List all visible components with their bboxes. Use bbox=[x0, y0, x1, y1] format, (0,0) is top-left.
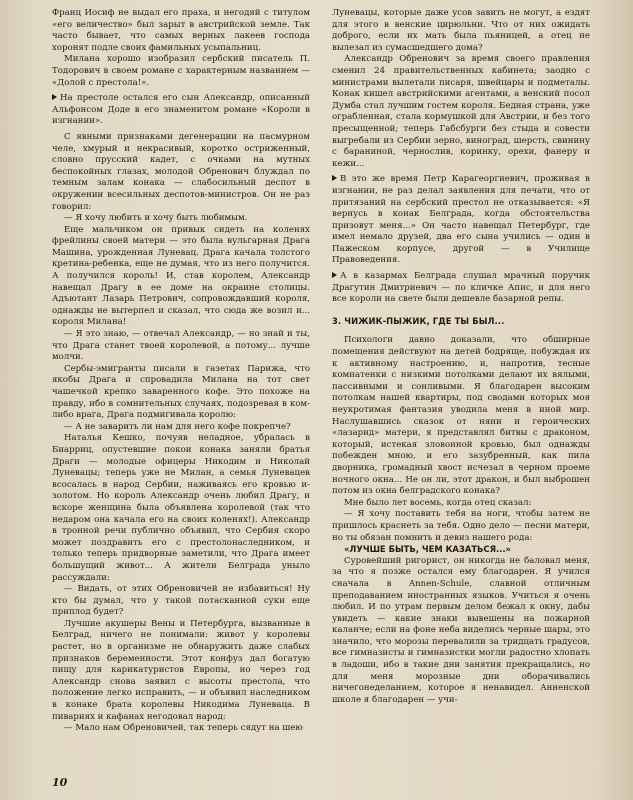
paragraph: Милана хорошо изобразил сербский писатель П. Тодорович в своем романе с характерным названием — «Долой с престола!». bbox=[52, 54, 310, 88]
paragraph: С явными признаками дегенерации на пасмурном челе, хмурый и некрасивый, коротко остриженный, словно прусский кадет, с очками на мутных беспокойных глазах, молодой Обренович блуждал по темным залам конака — слабосильный деспот в окружении всесильных деспотов-министров. Он не раз говорил: bbox=[52, 131, 310, 212]
paragraph-text: В это же время Петр Карагеоргиевич, проживая в изгнании, не раз делал заявления для печати, что от притязаний на сербский престол не отказывается: «Я вернусь в конак Белграда, когда обстоятельства призовут меня...» Он часто навещал Петербург, где имел немало друзей, два его сына учились — один в Пажеском корпусе, другой — в Училище Правоведения. bbox=[332, 174, 590, 266]
family-motto: «ЛУЧШЕ БЫТЬ, ЧЕМ КАЗАТЬСЯ...» bbox=[344, 544, 511, 555]
paragraph: Мне было лет восемь, когда отец сказал: bbox=[344, 497, 532, 508]
paragraph-text: А в казармах Белграда слушал мрачный поручик Драгутин Дмитриевич — по кличке Апис, и для него все короли на свете были дешевле базарной репы. bbox=[332, 271, 590, 305]
paragraph: Психологи давно доказали, что обширные помещения действуют на детей бодряще, побуждая их к активному настроению, и, напротив, тесные комнатенки с низкими потолками делают их вялыми, пассивными и сонливыми. Я благодарен высоким потолкам нашей квартиры, под сводами которых моя неукротимая фантазия уводила меня в иной мир. Наслушавшись сказок от няни и героических «лазарид» матери, я представлял битвы с драконом, который, истекая зловонной кровью, был однажды побежден мною, и его зазубренный, как пила дворника, громадный хвост исчезал в черном проеме ночного окна... Не он ли, этот дракон, и был выброшен потом из окна белградского конака? bbox=[332, 335, 590, 497]
paragraph: Луневацы, которые даже усов завить не могут, а ездят для этого в венские цирюльни. Что от них ожидать доброго, если их мать была пьяницей, а отец не вылезал из сумасшедшего дома? bbox=[332, 8, 590, 53]
paragraph-text: На престоле остался его сын Александр, описанный Альфонсом Доде в его знаменитом романе «Короли в изгнании». bbox=[52, 93, 310, 127]
paragraph: Франц Иосиф не выдал его праха, и негодяй с титулом «его величество» был зарыт в австрийской земле. Так часто бывает, что самых верных лакеев господа хоронят подле своих фамильных усыпальниц. bbox=[52, 8, 310, 53]
page-number: 10 bbox=[52, 776, 68, 789]
bullet-triangle-icon bbox=[332, 272, 337, 278]
paragraph: — А не заварить ли нам для него кофе покрепче? bbox=[64, 421, 291, 432]
paragraph: — Я это знаю, — отвечал Александр, — но знай и ты, что Драга станет твоей королевой, а потому... лучше молчи. bbox=[52, 329, 310, 363]
left-column bbox=[52, 8, 310, 735]
paragraph: — Я хочу любить и хочу быть любимым. bbox=[64, 213, 248, 224]
paragraph: — Мало нам Обреновичей, так теперь сядут на шею bbox=[64, 723, 303, 734]
section-heading: 3. ЧИЖИК-ПЫЖИК, ГДЕ ТЫ БЫЛ... bbox=[332, 315, 505, 326]
paragraph: Лучшие акушеры Вены и Петербурга, вызванные в Белград, ничего не понимали: живот у королевы растет, но в организме не обнаружить даже слабых признаков беременности. Этот конфуз дал богатую пищу для карикатуристов Европы, но через год Александр снова заявил с высоты престола, что положение легко исправить, — и объявил наследником в конаке брата королевы Никодима Луневаца. В пивариях и кафанах негодовал народ: bbox=[52, 618, 310, 722]
bullet-triangle-icon bbox=[332, 175, 337, 181]
paragraph bbox=[52, 93, 310, 128]
paragraph: — Я хочу поставить тебя на ноги, чтобы затем не пришлось краснеть за тебя. Одно дело — песни матери, но ты обязан помнить и девиз нашего рода: bbox=[332, 509, 590, 543]
paragraph: Еще мальчиком он привык сидеть на коленях фрейлины своей матери — это была вульгарная Драга Машина, урожденная Луневац. Драга качала толстого кретина-ребенка, еще не думая, что из него получится. А получился король! И, став королем, Александр навещал Драгу в ее доме на окраине столицы. Адъютант Лазарь Петрович, сопровождавший короля, однажды не вытерпел и сказал, что сюда же возил и... короля Милана! bbox=[52, 224, 310, 328]
paragraph: Александр Обренович за время своего правления сменил 24 правительственных кабинета; заодно с министрами вылетали писаря, швейцары и подметалы. Конак кишел австрийскими агентами, а венский посол Думба стал лучшим гостем короля. Бедная страна, уже ограбленная, стала кормушкой для Австрии, и без того пресыщенной; теперь Габсбурги без стыда и совести выгребали из Сербии зерно, виноград, шерсть, свинину с бараниной, чернослив, коринку, орехи, фанеру и кежи... bbox=[332, 54, 590, 169]
paragraph bbox=[332, 271, 590, 306]
paragraph bbox=[332, 174, 590, 267]
paragraph: Суровейший ригорист, он никогда не баловал меня, за что я позже остался ему благодарен. Я учился сначала в Annen-Schule, славной отличным преподаванием иностранных языков. Учиться я очень любил. И по утрам первым делом бежал к окну, дабы увидеть — какие знаки вывешены на пожарной каланче; если на фоне неба виделись черные шары, это значило, что морозы перевалили за тридцать градусов, все гимназисты и гимназистки могли радостно хлопать в ладоши, ибо в такие дни занятия прекращались, но для меня морозные дни оборачивались ничегонеделанием, которое я ненавидел. Анненской школе я благодарен — учи- bbox=[332, 555, 590, 705]
right-column bbox=[332, 8, 590, 706]
bullet-triangle-icon bbox=[52, 94, 57, 100]
paragraph: Наталья Кешко, почуяв неладное, убралась в Биарриц, опустевшие покои конака заняли братья Драги — молодые офицеры Никодим и Николай Луневацы; теперь уже не Милан, а семья Луневацев всосалась в народ Сербии, наживаясь его кровью и-золотом. Но король Александр очень любил Драгу, и вскоре женщина была объявлена королевой (так что недаром она качала его на своих коленях!). Александр в тронной речи публично объявил, что Сербия скоро может поздравить его с престолонаследником, и только теперь придворные заметили, что Драга имеет большущий живот... А жители Белграда уныло рассуждали: bbox=[52, 433, 310, 583]
paragraph: Сербы-эмигранты писали в газетах Парижа, что якобы Драга и спровадила Милана на тот свет чашечкой крепко заваренного кофе. Это похоже на правду, ибо в сомнительных случаях, подозревая в ком-либо врага, Драга подмигивала королю: bbox=[52, 363, 310, 421]
paragraph: — Видать, от этих Обреновичей не избавиться! Ну кто бы думал, что у такой потасканной суки еще приплод будет? bbox=[52, 584, 310, 618]
